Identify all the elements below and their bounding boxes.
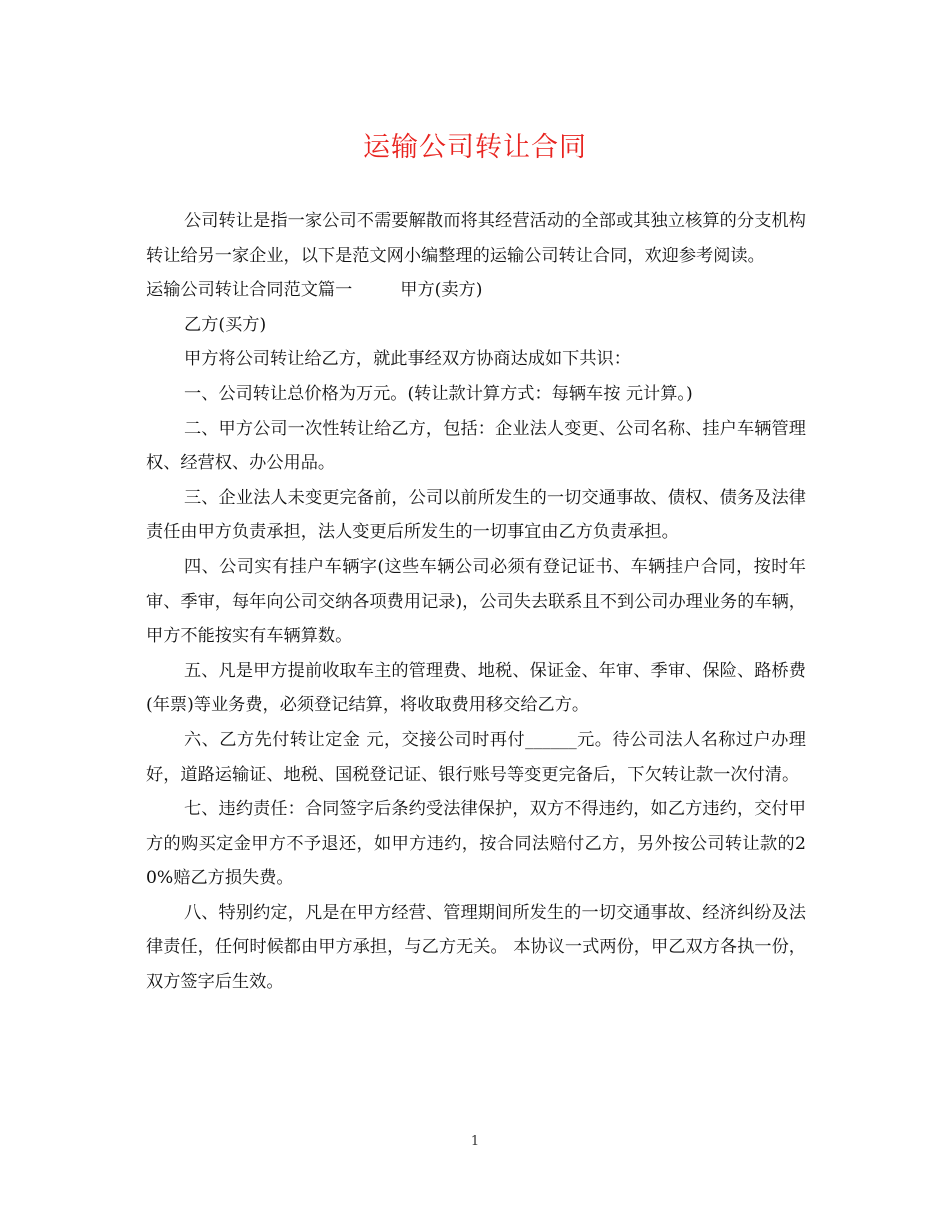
clause-1: 一、公司转让总价格为万元。(转让款计算方式：每辆车按 元计算。) [184, 383, 693, 404]
section-heading-line [146, 273, 806, 308]
clause-5: 五、凡是甲方提前收取车主的管理费、地税、保证金、年审、季审、保险、路桥费(年票)等业务费，必须登记结算，将收取费用移交给乙方。 [146, 660, 806, 716]
clause-4: 四、公司实有挂户车辆字(这些车辆公司必须有登记证书、车辆挂户合同，按时年审、季审，每年向公司交纳各项费用记录)，公司失去联系且不到公司办理业务的车辆，甲方不能按实有车辆算数。 [146, 556, 806, 647]
document-body [146, 204, 806, 1000]
party-a-label: 甲方(卖方) [400, 280, 483, 301]
document-title: 运输公司转让合同 [363, 132, 587, 163]
clause-3: 三、企业法人未变更完备前，公司以前所发生的一切交通事故、债权、债务及法律责任由甲方负责承担，法人变更后所发生的一切事宜由乙方负责承担。 [146, 487, 806, 543]
page-number: 1 [470, 1134, 480, 1149]
party-b-label: 乙方(买方) [184, 314, 267, 335]
section-heading: 运输公司转让合同范文篇一 [146, 280, 353, 301]
clause-2: 二、甲方公司一次性转让给乙方，包括：企业法人变更、公司名称、挂户车辆管理权、经营权、办公用品。 [146, 418, 806, 474]
clause-6: 六、乙方先付转让定金 元，交接公司时再付______元。待公司法人名称过户办理好，道路运输证、地税、国税登记证、银行账号等变更完备后，下欠转让款一次付清。 [146, 729, 806, 785]
intro-paragraph: 公司转让是指一家公司不需要解散而将其经营活动的全部或其独立核算的分支机构转让给另一家企业，以下是范文网小编整理的运输公司转让合同，欢迎参考阅读。 [146, 211, 806, 266]
clause-7: 七、违约责任：合同签字后条约受法律保护，双方不得违约，如乙方违约，交付甲方的购买定金甲方不予退还，如甲方违约，按合同法赔付乙方，另外按公司转让款的20%赔乙方损失费。 [146, 799, 806, 889]
preamble-paragraph: 甲方将公司转让给乙方，就此事经双方协商达成如下共识： [184, 349, 631, 370]
clause-8: 八、特别约定，凡是在甲方经营、管理期间所发生的一切交通事故、经济纠纷及法律责任，任何时候都由甲方承担，与乙方无关。 本协议一式两份，甲乙双方各执一份，双方签字后生效。 [146, 902, 806, 993]
